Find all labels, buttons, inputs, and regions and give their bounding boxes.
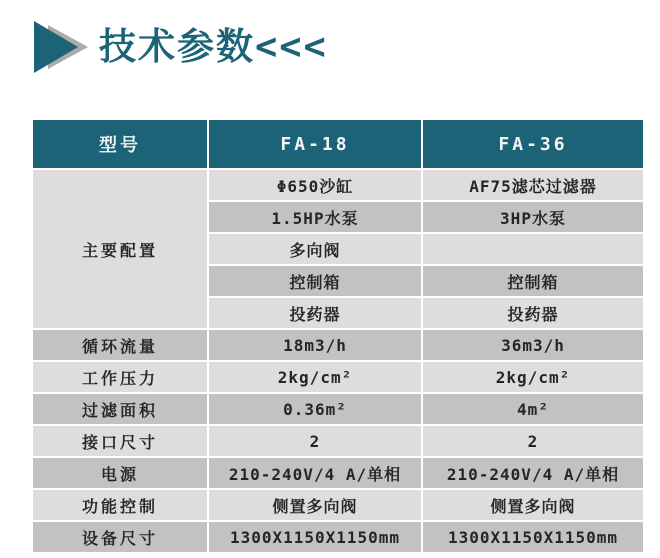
row-label: 工作压力	[33, 362, 207, 392]
row-label: 设备尺寸	[33, 522, 207, 552]
spec-value: 1.5HP水泵	[209, 202, 421, 232]
spec-value: 2	[423, 426, 643, 456]
spec-value: 2	[209, 426, 421, 456]
row-label-main-config: 主要配置	[33, 170, 207, 328]
spec-value: 控制箱	[423, 266, 643, 296]
row-label: 循环流量	[33, 330, 207, 360]
spec-value: Φ650沙缸	[209, 170, 421, 200]
spec-value: 多向阀	[209, 234, 421, 264]
row-label: 功能控制	[33, 490, 207, 520]
play-arrow-icon	[33, 18, 91, 76]
column-header-model: 型号	[33, 120, 207, 168]
spec-value: 36m3/h	[423, 330, 643, 360]
spec-value: 3HP水泵	[423, 202, 643, 232]
spec-value: 2kg/cm²	[209, 362, 421, 392]
spec-value: 210-240V/4 A/单相	[209, 458, 421, 488]
spec-value: 2kg/cm²	[423, 362, 643, 392]
spec-value: 侧置多向阀	[209, 490, 421, 520]
spec-value: 0.36m²	[209, 394, 421, 424]
spec-value: 4m²	[423, 394, 643, 424]
row-label: 过滤面积	[33, 394, 207, 424]
spec-value: 投药器	[209, 298, 421, 328]
spec-value: 210-240V/4 A/单相	[423, 458, 643, 488]
section-header	[33, 16, 328, 78]
page-title: 技术参数<<<	[99, 25, 328, 68]
column-header-fa36: FA-36	[423, 120, 643, 168]
row-label: 电源	[33, 458, 207, 488]
spec-value: 控制箱	[209, 266, 421, 296]
spec-table	[33, 120, 643, 552]
row-label: 接口尺寸	[33, 426, 207, 456]
spec-value: AF75滤芯过滤器	[423, 170, 643, 200]
column-header-fa18: FA-18	[209, 120, 421, 168]
spec-value: 1300X1150X1150mm	[423, 522, 643, 552]
spec-value: 1300X1150X1150mm	[209, 522, 421, 552]
spec-value: 投药器	[423, 298, 643, 328]
spec-value: 侧置多向阀	[423, 490, 643, 520]
spec-value: 18m3/h	[209, 330, 421, 360]
spec-value-empty	[423, 234, 643, 264]
